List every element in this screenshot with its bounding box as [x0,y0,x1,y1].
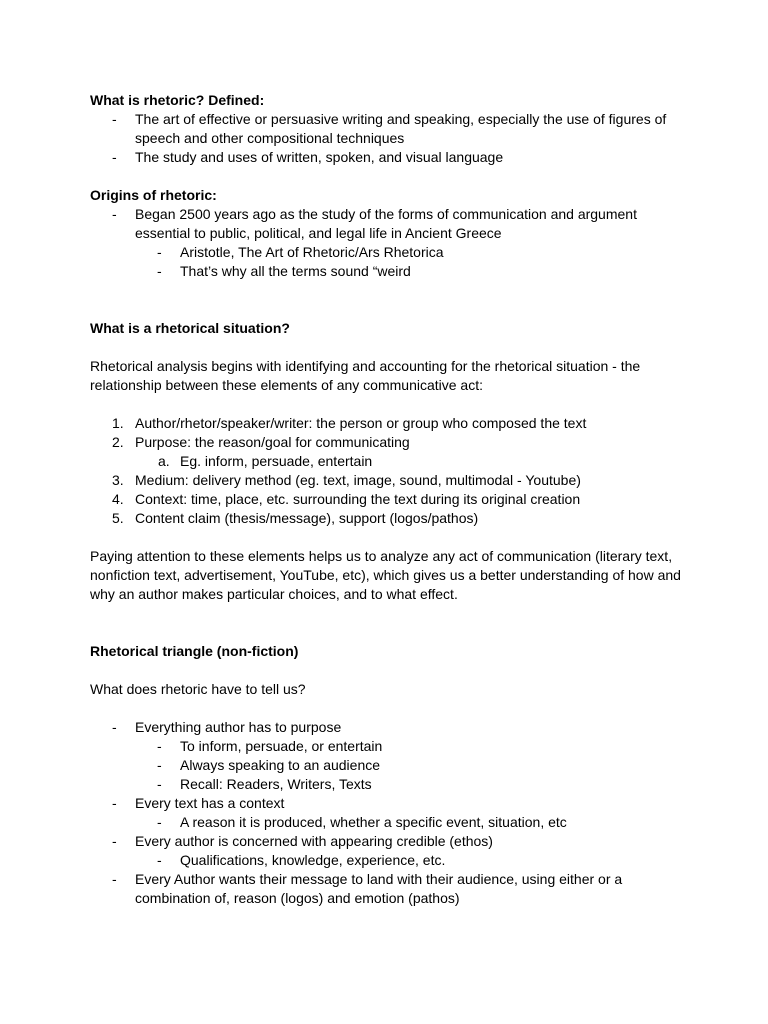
bullet-text: Aristotle, The Art of Rhetoric/Ars Rhetorica [180,244,444,260]
bullet-text: Every text has a context [135,795,285,811]
list-number: 2. [112,434,124,450]
bullet-dash: - [112,149,117,165]
numbered-item [90,490,690,509]
bullet-dash: - [157,757,162,773]
numbered-item [90,471,690,490]
list-text: Purpose: the reason/goal for communicating [135,434,410,450]
list-text: Medium: delivery method (eg. text, image, sound, multimodal - Youtube) [135,472,581,488]
bullet-text: Always speaking to an audience [180,757,381,773]
bullet-text: Qualifications, knowledge, experience, etc. [180,852,446,868]
list-text: Author/rhetor/speaker/writer: the person or group who composed the text [135,415,587,431]
bullet-item [90,718,690,737]
bullet-dash: - [157,852,162,868]
bullet-dash: - [157,776,162,792]
bullet-item [90,110,690,148]
bullet-dash: - [157,244,162,260]
bullet-text: The art of effective or persuasive writing and speaking, especially the use of figures of speech and other compositional techniques [135,111,667,146]
bullet-dash: - [157,814,162,830]
list-number: 4. [112,491,124,507]
bullet-dash: - [157,263,162,279]
sub-bullet-item [90,756,690,775]
list-letter: a. [158,453,170,469]
numbered-item [90,433,690,452]
bullet-text: To inform, persuade, or entertain [180,738,383,754]
bullet-text: Every Author wants their message to land with their audience, using either or a combination of, reason (logos) and emotion (pathos) [135,871,623,906]
list-text: Content claim (thesis/message), support (logos/pathos) [135,510,479,526]
section-heading-rhetorical-triangle: Rhetorical triangle (non-fiction) [90,643,299,659]
lettered-sub-item [90,452,690,471]
list-number: 1. [112,415,124,431]
section-heading-rhetoric-defined: What is rhetoric? Defined: [90,92,265,108]
bullet-text: Recall: Readers, Writers, Texts [180,776,372,792]
sub-bullet-item [90,851,690,870]
list-number: 3. [112,472,124,488]
bullet-dash: - [112,833,117,849]
paragraph-question: What does rhetoric have to tell us? [90,681,306,697]
section-heading-rhetorical-situation: What is a rhetorical situation? [90,320,290,336]
list-text: Eg. inform, persuade, entertain [180,453,373,469]
bullet-text: Everything author has to purpose [135,719,342,735]
bullet-text: Every author is concerned with appearing credible (ethos) [135,833,493,849]
bullet-item [90,832,690,851]
sub-bullet-item [90,262,690,281]
list-text: Context: time, place, etc. surrounding the text during its original creation [135,491,581,507]
numbered-item [90,509,690,528]
bullet-dash: - [112,871,117,887]
sub-bullet-item [90,243,690,262]
bullet-item [90,205,690,243]
bullet-text: Began 2500 years ago as the study of the forms of communication and argument essential to public, political, and legal life in Ancient Greece [135,206,637,241]
sub-bullet-item [90,813,690,832]
paragraph-outro: Paying attention to these elements helps us to analyze any act of communication (literary text, nonfiction text, advertisement, YouTube, etc), which gives us a better understanding of how and why an author makes particular choices, and to what effect. [90,548,681,602]
paragraph-intro: Rhetorical analysis begins with identifying and accounting for the rhetorical situation - the relationship between these elements of any communicative act: [90,358,641,393]
bullet-text: A reason it is produced, whether a specific event, situation, etc [180,814,567,830]
bullet-dash: - [112,206,117,222]
sub-bullet-item [90,775,690,794]
bullet-text: The study and uses of written, spoken, and visual language [135,149,504,165]
bullet-text: That’s why all the terms sound “weird [180,263,411,279]
bullet-item [90,794,690,813]
numbered-item [90,414,690,433]
bullet-dash: - [157,738,162,754]
bullet-item [90,148,690,167]
list-number: 5. [112,510,124,526]
bullet-dash: - [112,111,117,127]
bullet-dash: - [112,719,117,735]
bullet-item [90,870,690,908]
section-heading-origins: Origins of rhetoric: [90,187,217,203]
sub-bullet-item [90,737,690,756]
bullet-dash: - [112,795,117,811]
document-body [90,91,690,908]
